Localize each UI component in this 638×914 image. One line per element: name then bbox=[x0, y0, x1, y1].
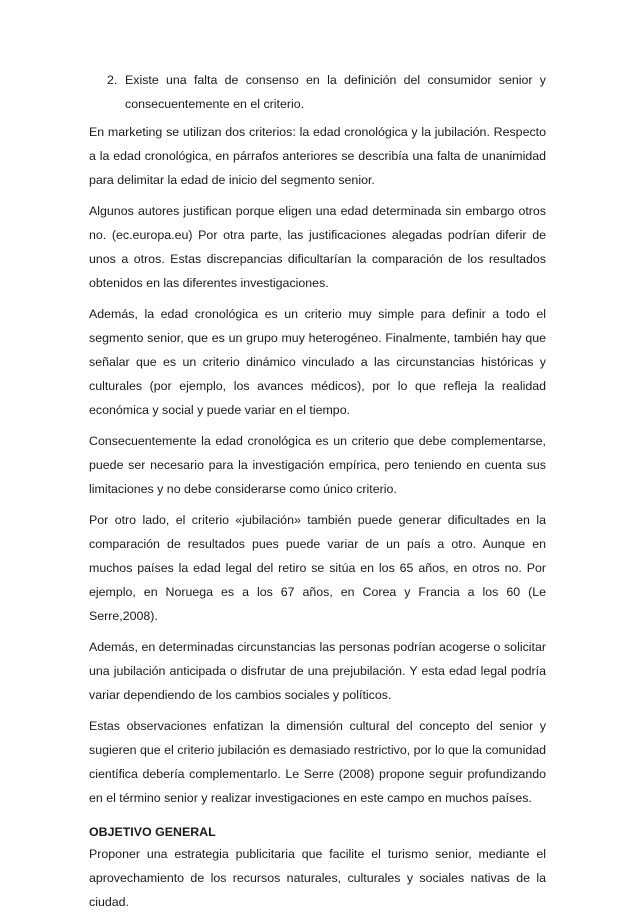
paragraph: Por otro lado, el criterio «jubilación» también puede generar dificultades en la comparación de resultados pues puede variar de un país a otro. Aunque en muchos países la edad legal del retiro se sitúa en los 65 años, en otros no. Por ejemplo, en Noruega es a los 67 años, en Corea y Francia a los 60 (Le Serre,2008). bbox=[89, 513, 546, 623]
paragraph: Algunos autores justifican porque eligen una edad determinada sin embargo otros no. (ec.europa.eu) Por otra parte, las justificaciones alegadas podrían diferir de unos a otros. Estas discrepancias dificultarían la comparación de los resultados obtenidos en las diferentes investigaciones. bbox=[89, 204, 546, 290]
section-text: Proponer una estrategia publicitaria que facilite el turismo senior, mediante el aprovechamiento de los recursos naturales, culturales y sociales nativas de la ciudad. bbox=[89, 847, 546, 909]
paragraph: Además, en determinadas circunstancias las personas podrían acogerse o solicitar una jubilación anticipada o disfrutar de una prejubilación. Y esta edad legal podría variar dependiendo de los cambios sociales y políticos. bbox=[89, 640, 546, 702]
paragraph: En marketing se utilizan dos criterios: la edad cronológica y la jubilación. Respecto a la edad cronológica, en párrafos anteriores se describía una falta de unanimidad para delimitar la edad de inicio del segmento senior. bbox=[89, 125, 546, 187]
list-item bbox=[89, 68, 546, 116]
paragraph: Además, la edad cronológica es un criterio muy simple para definir a todo el segmento senior, que es un grupo muy heterogéneo. Finalmente, también hay que señalar que es un criterio dinámico vinculado a las circunstancias históricas y culturales (por ejemplo, los avances médicos), por lo que refleja la realidad económica y social y puede variar en el tiempo. bbox=[89, 307, 546, 417]
list-number: 2. bbox=[107, 73, 118, 87]
paragraph: Consecuentemente la edad cronológica es un criterio que debe complementarse, puede ser necesario para la investigación empírica, pero teniendo en cuenta sus limitaciones y no debe considerarse como único criterio. bbox=[89, 434, 546, 496]
section-heading: OBJETIVO GENERAL bbox=[89, 825, 216, 839]
list-item-text: Existe una falta de consenso en la definición del consumidor senior y consecuentemente en el criterio. bbox=[125, 73, 546, 111]
document-page bbox=[89, 68, 546, 914]
paragraph: Estas observaciones enfatizan la dimensión cultural del concepto del senior y sugieren que el criterio jubilación es demasiado restrictivo, por lo que la comunidad científica debería complementarlo. Le Serre (2008) propone seguir profundizando en el término senior y realizar investigaciones en este campo en muchos países. bbox=[89, 719, 546, 805]
